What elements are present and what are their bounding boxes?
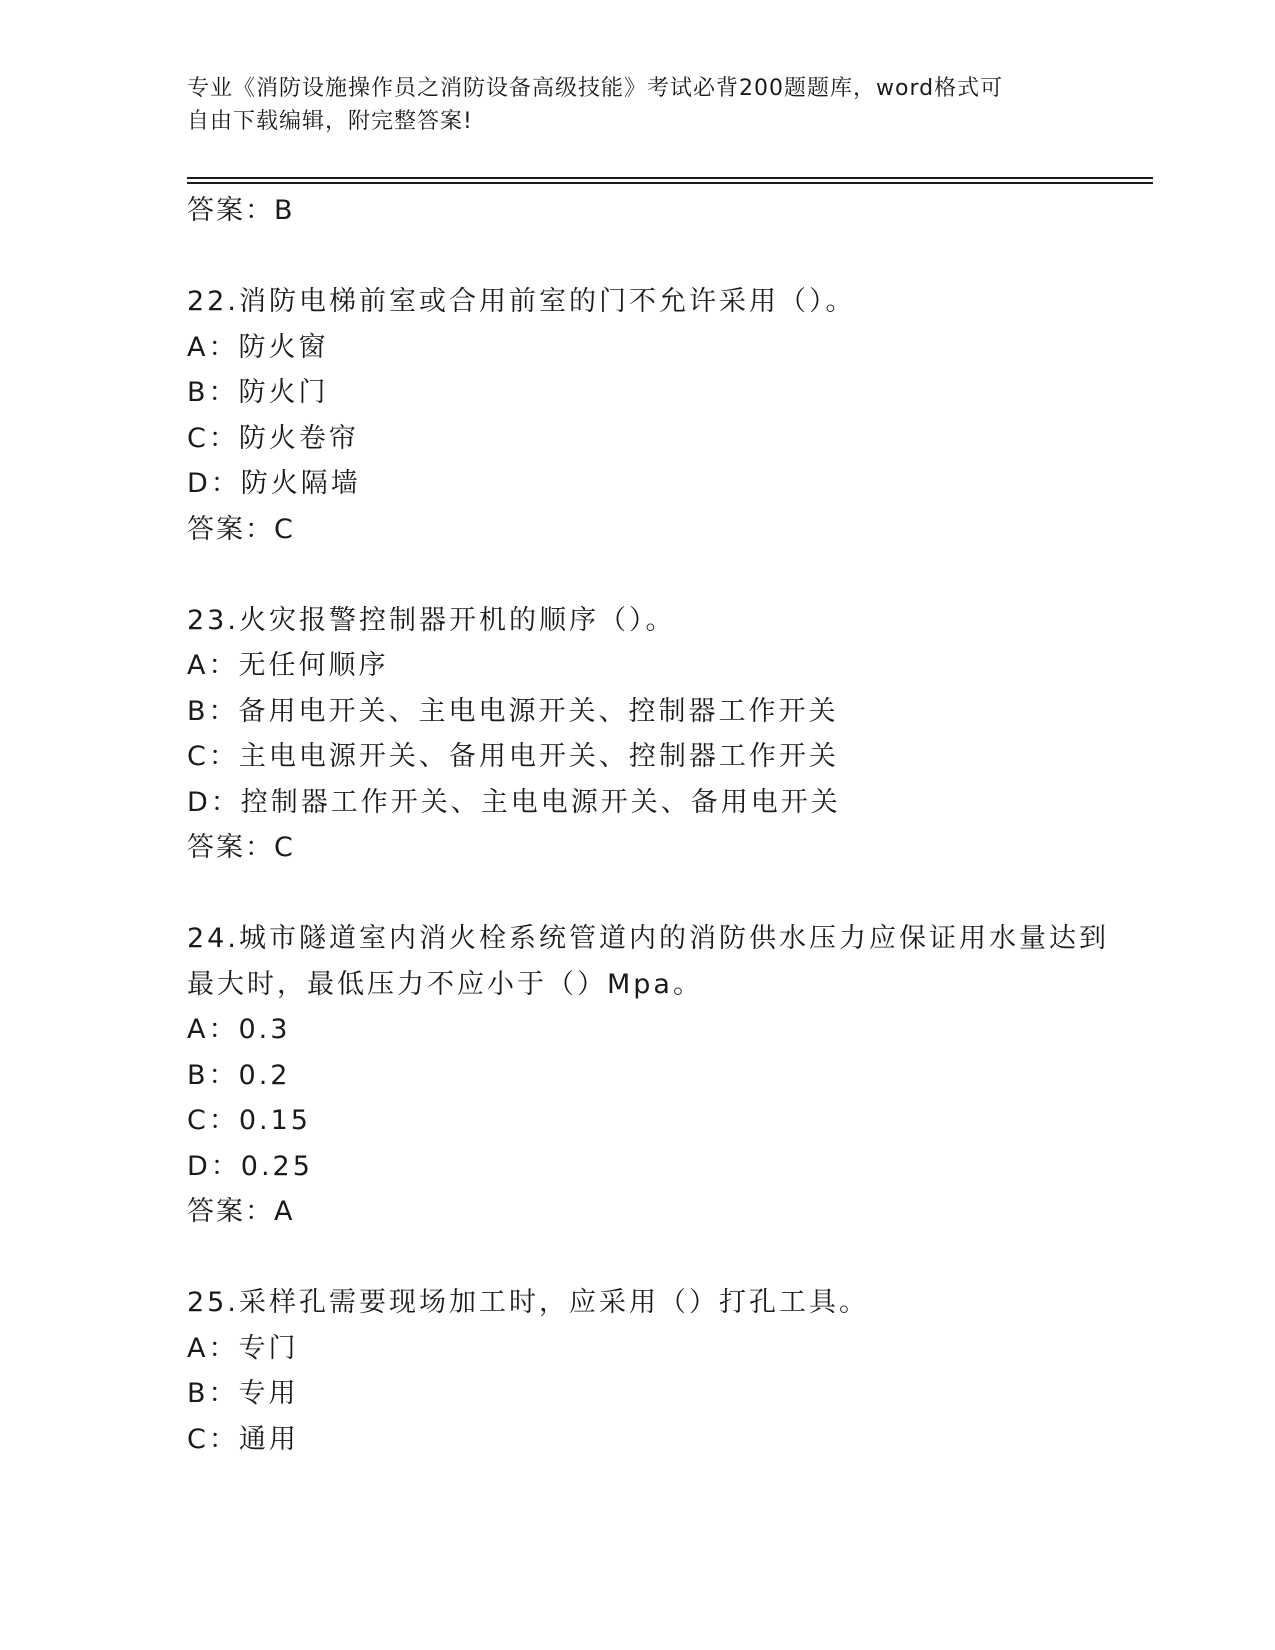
header-divider-top bbox=[187, 177, 1153, 179]
header-line-1: 专业《消防设施操作员之消防设备高级技能》考试必背200题题库，word格式可 bbox=[187, 76, 1004, 101]
option-a: A：防火窗 bbox=[187, 331, 329, 363]
option-d: D：防火隔墙 bbox=[187, 468, 361, 499]
header-divider-bottom bbox=[187, 182, 1153, 184]
spacer bbox=[187, 1235, 1087, 1281]
question-text: 23.火灾报警控制器开机的顺序（）。 bbox=[187, 604, 676, 636]
header-line-2: 自由下载编辑，附完整答案! bbox=[187, 109, 473, 134]
spacer bbox=[187, 871, 1087, 917]
answer: 答案：C bbox=[187, 513, 295, 545]
question-text: 25.采样孔需要现场加工时，应采用（）打孔工具。 bbox=[187, 1287, 869, 1318]
option-b: B：专用 bbox=[187, 1378, 299, 1409]
question-22 bbox=[187, 279, 1087, 552]
option-c: C：0.15 bbox=[187, 1105, 311, 1136]
previous-answer: 答案：B bbox=[187, 195, 295, 226]
answer: 答案：A bbox=[187, 1196, 295, 1227]
answer: 答案：C bbox=[187, 832, 295, 863]
option-a: A：专门 bbox=[187, 1332, 299, 1364]
question-23 bbox=[187, 598, 1087, 871]
question-25 bbox=[187, 1280, 1087, 1462]
option-b: B：0.2 bbox=[187, 1059, 291, 1091]
option-b: B：防火门 bbox=[187, 377, 329, 408]
option-c: C：防火卷帘 bbox=[187, 422, 359, 454]
option-c: C：主电电源开关、备用电开关、控制器工作开关 bbox=[187, 741, 839, 772]
question-text: 22.消防电梯前室或合用前室的门不允许采用（）。 bbox=[187, 286, 856, 317]
option-a: A：0.3 bbox=[187, 1014, 291, 1045]
question-text-continued: 最大时，最低压力不应小于（）Mpa。 bbox=[187, 968, 703, 1000]
question-list bbox=[187, 188, 1109, 1462]
spacer bbox=[187, 234, 1087, 280]
option-c: C：通用 bbox=[187, 1423, 299, 1455]
question-24 bbox=[187, 916, 1109, 1235]
spacer bbox=[187, 552, 1087, 598]
document-header bbox=[187, 72, 1067, 138]
question-text: 24.城市隧道室内消火栓系统管道内的消防供水压力应保证用水量达到 bbox=[187, 923, 1109, 954]
option-b: B：备用电开关、主电电源开关、控制器工作开关 bbox=[187, 695, 839, 727]
option-d: D：0.25 bbox=[187, 1150, 313, 1182]
option-d: D：控制器工作开关、主电电源开关、备用电开关 bbox=[187, 786, 841, 818]
option-a: A：无任何顺序 bbox=[187, 650, 389, 681]
